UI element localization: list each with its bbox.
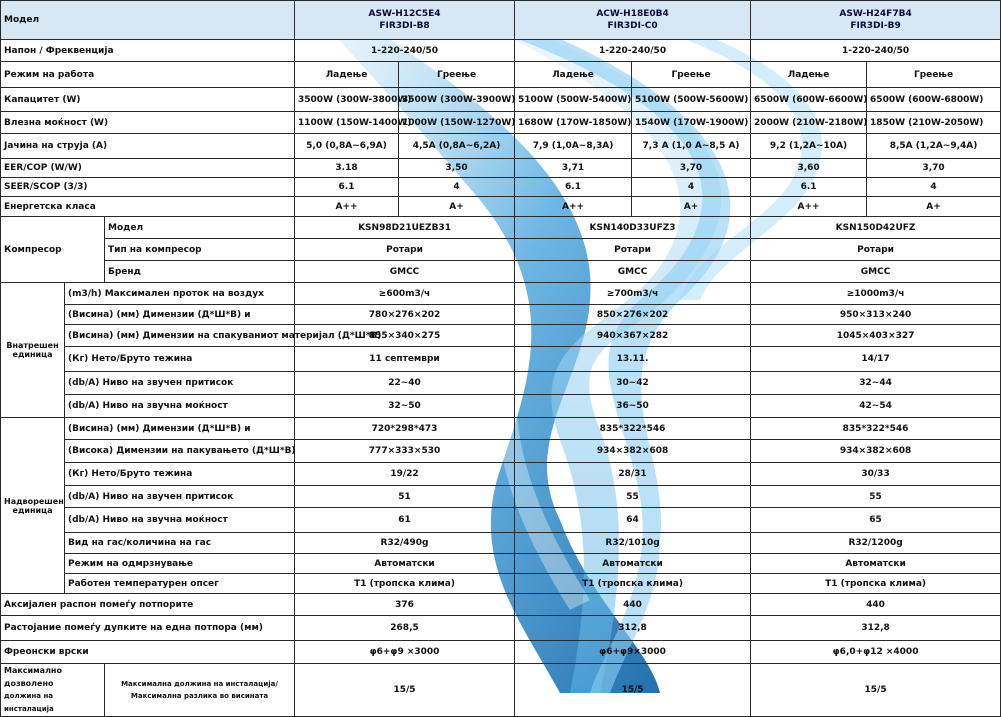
- cell: 15/5: [515, 664, 751, 717]
- model-2-header: [515, 1, 751, 40]
- cell: 940×367×282: [515, 325, 751, 347]
- cell: 32~50: [295, 395, 515, 418]
- cell: A+: [867, 197, 1001, 217]
- cell: 440: [751, 594, 1001, 616]
- cell: R32/1200g: [751, 533, 1001, 554]
- row-outdoor-gas: [1, 533, 1001, 554]
- cell: Греење: [632, 62, 751, 88]
- max-length-sub1: Максимална должина на инсталација/: [121, 680, 278, 688]
- row-label: Бренд: [105, 261, 295, 283]
- cell: Автоматски: [751, 554, 1001, 574]
- indoor-group-line1: Внатрешен: [6, 341, 59, 350]
- cell: 376: [295, 594, 515, 616]
- cell: T1 (тропска клима): [295, 574, 515, 594]
- cell: 1850W (210W-2050W): [867, 112, 1001, 134]
- cell: 6500W (600W-6800W): [867, 88, 1001, 112]
- cell: A++: [515, 197, 632, 217]
- model-1-header: [295, 1, 515, 40]
- cell: 835*322*546: [515, 418, 751, 440]
- row-outdoor-temp-range: [1, 574, 1001, 594]
- cell: 7,3 A (1,0 A~8,5 A): [632, 134, 751, 159]
- cell: KSN98D21UEZB31: [295, 217, 515, 239]
- cell: 5100W (500W-5400W): [515, 88, 632, 112]
- cell: 9,2 (1,2A~10A): [751, 134, 867, 159]
- cell: GMCC: [751, 261, 1001, 283]
- cell: 720*298*473: [295, 418, 515, 440]
- row-outdoor-dims: [1, 418, 1001, 440]
- cell: 6.1: [751, 178, 867, 197]
- cell: 3500W (300W-3900W): [399, 88, 515, 112]
- cell: 11 септември: [295, 347, 515, 372]
- cell: KSN140D33UFZ3: [515, 217, 751, 239]
- row-label: Тип на компресор: [105, 239, 295, 261]
- cell: 65: [751, 508, 1001, 533]
- cell: 780×276×202: [295, 305, 515, 325]
- row-label: (db/A) Ниво на звучен притисок: [65, 486, 295, 508]
- cell: T1 (тропска клима): [515, 574, 751, 594]
- model-3-name: ASW-H24F7B4: [839, 9, 912, 19]
- cell: 777×333×530: [295, 440, 515, 463]
- cell: 15/5: [751, 664, 1001, 717]
- row-label: Влезна моќност (W): [1, 112, 295, 134]
- cell: 3.18: [295, 159, 399, 178]
- row-voltage: [1, 40, 1001, 62]
- row-hole-distance: [1, 616, 1001, 641]
- cell: φ6+φ9×3000: [515, 641, 751, 664]
- cell: 1540W (170W-1900W): [632, 112, 751, 134]
- cell: φ6+φ9 ×3000: [295, 641, 515, 664]
- model-3-header: [751, 1, 1001, 40]
- cell: 1000W (150W-1270W): [399, 112, 515, 134]
- model-2-name: ACW-H18E0B4: [596, 9, 669, 19]
- cell: GMCC: [515, 261, 751, 283]
- row-label: (Висока) Димензии на пакувањето (Д*Ш*В): [65, 440, 295, 463]
- row-label: (db/A) Ниво на звучна моќност: [65, 395, 295, 418]
- row-label: (db/A) Ниво на звучна моќност: [65, 508, 295, 533]
- row-outdoor-sound-power: [1, 508, 1001, 533]
- cell: 13.11.: [515, 347, 751, 372]
- row-label: Вид на гас/количина на гас: [65, 533, 295, 554]
- max-length-line2: должина на инсталација: [4, 692, 54, 713]
- row-axial-span: [1, 594, 1001, 616]
- cell: 30~42: [515, 372, 751, 395]
- row-label: [1, 664, 105, 717]
- cell: 3,50: [399, 159, 515, 178]
- cell: 1045×403×327: [751, 325, 1001, 347]
- row-freon: [1, 641, 1001, 664]
- row-outdoor-defrost: [1, 554, 1001, 574]
- cell: GMCC: [295, 261, 515, 283]
- cell: Греење: [399, 62, 515, 88]
- cell: Ротари: [751, 239, 1001, 261]
- cell: Автоматски: [295, 554, 515, 574]
- row-label: (Кг) Нето/Бруто тежина: [65, 463, 295, 486]
- row-label: Аксијален распон помеѓу потпорите: [1, 594, 295, 616]
- indoor-group-line2: единица: [12, 350, 53, 359]
- row-label: EER/COP (W/W): [1, 159, 295, 178]
- cell: 855×340×275: [295, 325, 515, 347]
- max-length-line1: Максимално дозволено: [4, 666, 62, 688]
- row-label: Напон / Фреквенција: [1, 40, 295, 62]
- outdoor-group-line1: Надворешен: [4, 496, 64, 506]
- model-3-code: FIR3DI-B9: [850, 21, 901, 31]
- cell: 7,9 (1,0A~8,3A): [515, 134, 632, 159]
- cell: A++: [295, 197, 399, 217]
- cell: 440: [515, 594, 751, 616]
- cell: ≥700m3/ч: [515, 283, 751, 305]
- row-label: Модел: [105, 217, 295, 239]
- row-outdoor-pressure: [1, 486, 1001, 508]
- cell: R32/490g: [295, 533, 515, 554]
- cell: 8,5A (1,2A~9,4A): [867, 134, 1001, 159]
- cell: 4: [632, 178, 751, 197]
- row-indoor-pack: [1, 325, 1001, 347]
- cell: 28/31: [515, 463, 751, 486]
- cell: 312,8: [515, 616, 751, 641]
- row-label: Режим на одмрзнување: [65, 554, 295, 574]
- cell: 835*322*546: [751, 418, 1001, 440]
- cell: 268,5: [295, 616, 515, 641]
- max-length-sub2: Максимална разлика во висината: [130, 692, 269, 700]
- cell: 312,8: [751, 616, 1001, 641]
- cell: Ротари: [295, 239, 515, 261]
- cell: Ладење: [751, 62, 867, 88]
- row-label: (Кг) Нето/Бруто тежина: [65, 347, 295, 372]
- row-label: Работен температурен опсег: [65, 574, 295, 594]
- cell: 61: [295, 508, 515, 533]
- cell: Ладење: [295, 62, 399, 88]
- cell: 1-220-240/50: [751, 40, 1001, 62]
- cell: 64: [515, 508, 751, 533]
- row-label: SEER/SCOP (3/3): [1, 178, 295, 197]
- row-indoor-sound-power: [1, 395, 1001, 418]
- row-label: (db/A) Ниво на звучен притисок: [65, 372, 295, 395]
- row-sublabel: [105, 664, 295, 717]
- cell: Греење: [867, 62, 1001, 88]
- cell: A+: [399, 197, 515, 217]
- cell: 3,60: [751, 159, 867, 178]
- model-1-code: FIR3DI-B8: [379, 21, 430, 31]
- cell: 32~44: [751, 372, 1001, 395]
- cell: Ладење: [515, 62, 632, 88]
- cell: 3500W (300W-3800W): [295, 88, 399, 112]
- row-indoor-pressure: [1, 372, 1001, 395]
- cell: A++: [751, 197, 867, 217]
- row-label: Јачина на струја (А): [1, 134, 295, 159]
- row-outdoor-weight: [1, 463, 1001, 486]
- cell: 934×382×608: [751, 440, 1001, 463]
- row-seer: [1, 178, 1001, 197]
- row-label: (Висина) (мм) Димензии на спакуваниот материјал (Д*Ш*В): [65, 325, 295, 347]
- row-outdoor-pack: [1, 440, 1001, 463]
- cell: T1 (тропска клима): [751, 574, 1001, 594]
- cell: 6.1: [295, 178, 399, 197]
- row-indoor-dims: [1, 305, 1001, 325]
- cell: 42~54: [751, 395, 1001, 418]
- row-eer: [1, 159, 1001, 178]
- row-label: Фреонски врски: [1, 641, 295, 664]
- row-energy-class: [1, 197, 1001, 217]
- cell: 36~50: [515, 395, 751, 418]
- row-mode: [1, 62, 1001, 88]
- row-current: [1, 134, 1001, 159]
- row-label: (Висина) (мм) Димензии (Д*Ш*В) и: [65, 418, 295, 440]
- cell: 1680W (170W-1850W): [515, 112, 632, 134]
- cell: 3,70: [867, 159, 1001, 178]
- cell: 1-220-240/50: [295, 40, 515, 62]
- compressor-group-label: Компресор: [1, 217, 105, 283]
- indoor-group-label: [1, 283, 65, 418]
- row-label: Капацитет (W): [1, 88, 295, 112]
- cell: 19/22: [295, 463, 515, 486]
- cell: 2000W (210W-2180W): [751, 112, 867, 134]
- model-1-name: ASW-H12C5E4: [368, 9, 441, 19]
- cell: 30/33: [751, 463, 1001, 486]
- cell: 51: [295, 486, 515, 508]
- cell: 1100W (150W-1400W): [295, 112, 399, 134]
- row-label: Енергетска класа: [1, 197, 295, 217]
- cell: 5100W (500W-5600W): [632, 88, 751, 112]
- row-indoor-airflow: [1, 283, 1001, 305]
- cell: 1-220-240/50: [515, 40, 751, 62]
- row-label: (m3/h) Максимален проток на воздух: [65, 283, 295, 305]
- row-power: [1, 112, 1001, 134]
- outdoor-group-line2: единица: [12, 505, 53, 515]
- row-capacity: [1, 88, 1001, 112]
- cell: 4: [399, 178, 515, 197]
- cell: ≥600m3/ч: [295, 283, 515, 305]
- row-max-length: [1, 664, 1001, 717]
- cell: KSN150D42UFZ: [751, 217, 1001, 239]
- cell: 6.1: [515, 178, 632, 197]
- header-label: Модел: [1, 1, 295, 40]
- cell: 850×276×202: [515, 305, 751, 325]
- row-indoor-weight: [1, 347, 1001, 372]
- cell: R32/1010g: [515, 533, 751, 554]
- cell: 22~40: [295, 372, 515, 395]
- outdoor-group-label: [1, 418, 65, 594]
- cell: φ6,0+φ12 ×4000: [751, 641, 1001, 664]
- row-compressor-brand: [1, 261, 1001, 283]
- cell: Автоматски: [515, 554, 751, 574]
- cell: 950×313×240: [751, 305, 1001, 325]
- cell: 4,5A (0,8A~6,2A): [399, 134, 515, 159]
- cell: 14/17: [751, 347, 1001, 372]
- cell: 3,70: [632, 159, 751, 178]
- cell: ≥1000m3/ч: [751, 283, 1001, 305]
- row-compressor-model: [1, 217, 1001, 239]
- cell: 55: [751, 486, 1001, 508]
- cell: Ротари: [515, 239, 751, 261]
- cell: 55: [515, 486, 751, 508]
- cell: 15/5: [295, 664, 515, 717]
- cell: 3,71: [515, 159, 632, 178]
- row-label: (Висина) (мм) Димензии (Д*Ш*В) и: [65, 305, 295, 325]
- cell: 4: [867, 178, 1001, 197]
- model-2-code: FIR3DI-C0: [607, 21, 658, 31]
- row-label: Режим на работа: [1, 62, 295, 88]
- cell: 6500W (600W-6600W): [751, 88, 867, 112]
- cell: 5,0 (0,8A~6,9A): [295, 134, 399, 159]
- row-compressor-type: [1, 239, 1001, 261]
- cell: A+: [632, 197, 751, 217]
- cell: 934×382×608: [515, 440, 751, 463]
- row-label: Растојание помеѓу дупките на една потпора (мм): [1, 616, 295, 641]
